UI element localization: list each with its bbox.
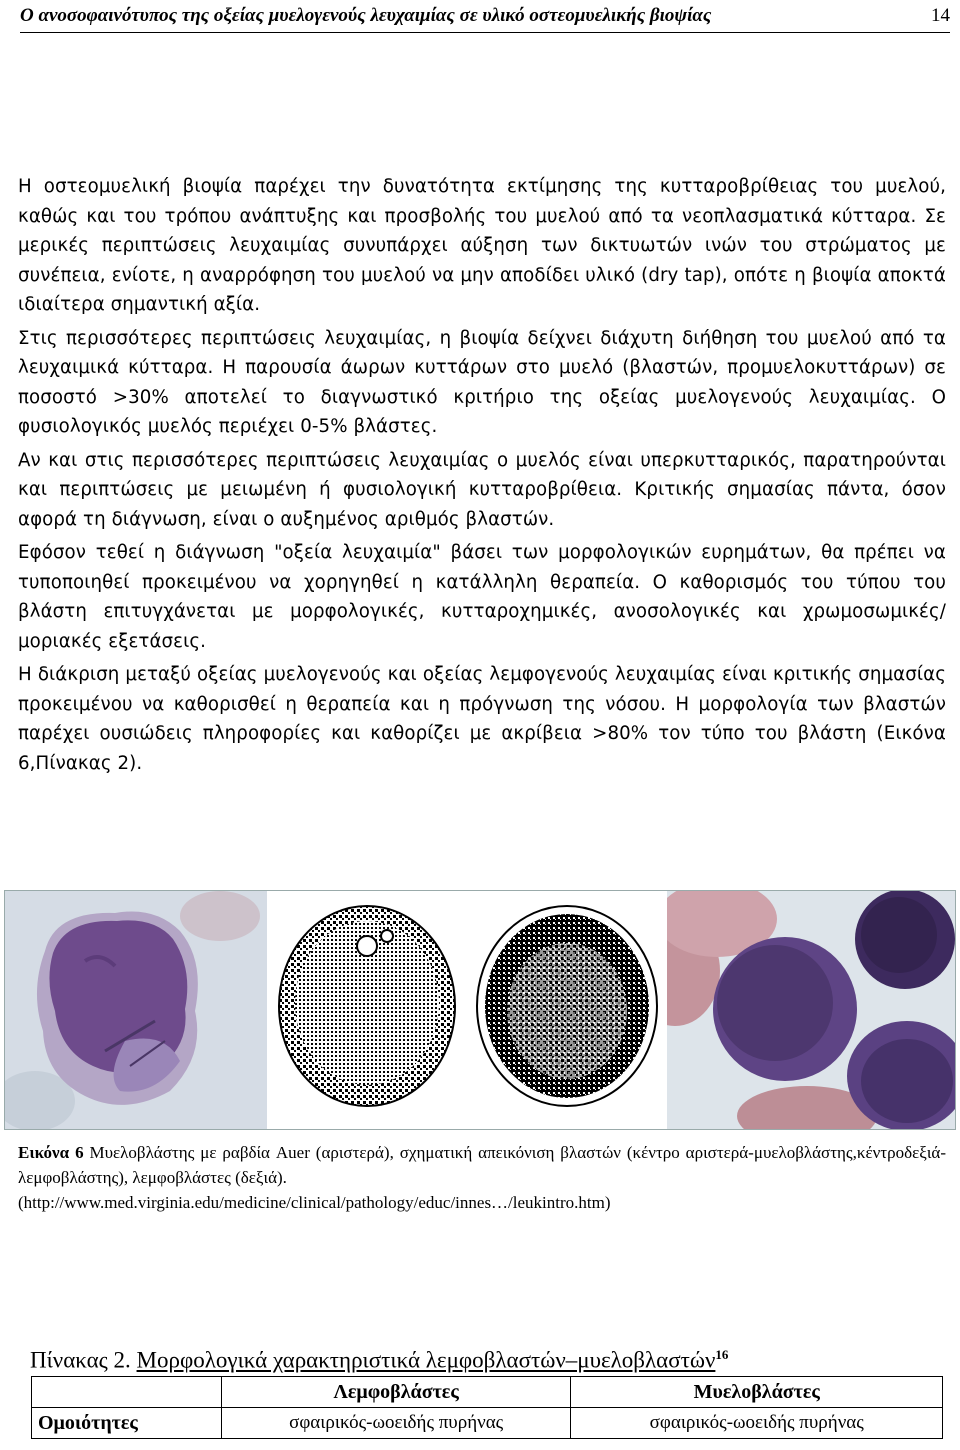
- schematic-blasts: [267, 891, 667, 1129]
- paragraph-4: Εφόσον τεθεί η διάγνωση "οξεία λευχαιμία" βάσει των μορφολογικών ευρημάτων, θα πρέπει να τυποποιηθεί προκειμένου να χορηγηθεί η κατάλληλη θεραπεία. Ο καθορισμός του τύπου του βλάστη επιτυγχάνεται με μορφολογικές, κυτταροχημικές, ανοσολογικές και χρωμοσωμικές/μοριακές εξετάσεις.: [18, 542, 946, 652]
- myeloblast-photo: [5, 891, 267, 1129]
- paragraph-2: Στις περισσότερες περιπτώσεις λευχαιμίας, η βιοψία δείχνει διάχυτη διήθηση του μυελού από τα λευχαιμικά κύτταρα. Η παρουσία άωρων κυττάρων στο μυελό (βλαστών, προμυελοκυττάρων) σε ποσοστό >30% αποτελεί το διαγνωστικό κριτήριο της οξείας μυελογενούς λευχαιμίας. Ο φυσιολογικός μυελός περιέχει 0-5% βλάστες.: [18, 327, 946, 437]
- caption-label: Εικόνα 6: [18, 1143, 84, 1162]
- figure-6: [4, 890, 956, 1130]
- page-number: 14: [931, 5, 950, 26]
- body-text: [18, 172, 946, 782]
- header-title: Ο ανοσοφαινότυπος της οξείας μυελογενούς λευχαιμίας σε υλικό οστεομυελικής βιοψίας: [20, 5, 712, 26]
- table-title: [30, 1347, 728, 1374]
- table-title-text: Μορφολογικά χαρακτηριστικά λεμφοβλαστών–μυελοβλαστών: [136, 1347, 716, 1373]
- table-footnote: 16: [715, 1347, 729, 1362]
- table-row: [32, 1408, 943, 1439]
- lymphoblasts-photo: [667, 891, 955, 1129]
- caption-line: [18, 1140, 946, 1190]
- morphology-table: [31, 1376, 943, 1439]
- table-header-row: [32, 1377, 943, 1408]
- paragraph-5: Η διάκριση μεταξύ οξείας μυελογενούς και οξείας λεμφογενούς λευχαιμίας είναι κριτικής σημασίας προκειμένου να καθορισθεί η θεραπεία και η πρόγνωση της νόσου. Η μορφολογία των βλαστών παρέχει ουσιώδεις πληροφορίες και καθορίζει με ακρίβεια >80% τον τύπο του βλάστη (Εικόνα 6,Πίνακας 2).: [18, 664, 946, 774]
- table-title-prefix: Πίνακας 2.: [30, 1347, 137, 1373]
- paragraph-3: Αν και στις περισσότερες περιπτώσεις λευχαιμίας ο μυελός είναι υπερκυτταρικός, παρατηρούνται και περιπτώσεις με μειωμένη ή φυσιολογική κυτταροβρίθεια. Κριτικής σημασίας πάντα, όσον αφορά τη διάγνωση, είναι ο αυξημένος αριθμός βλαστών.: [18, 449, 946, 530]
- caption-text: Μυελοβλάστης με ραβδία Auer (αριστερά), σχηματική απεικόνιση βλαστών (κέντρο αριστερά-μυελοβλάστης,κέντροδεξιά-λεμφοβλάστης), λεμφοβλάστες (δεξιά).: [18, 1143, 946, 1187]
- table-header-myeloblasts: Μυελοβλάστες: [571, 1377, 943, 1408]
- caption-url: (http://www.med.virginia.edu/medicine/clinical/pathology/educ/innes…/leukintro.htm): [18, 1193, 611, 1212]
- table-header-lymphoblasts: Λεμφοβλάστες: [221, 1377, 571, 1408]
- table-row-label: Ομοιότητες: [32, 1408, 222, 1439]
- table-cell: σφαιρικός-ωοειδής πυρήνας: [571, 1408, 943, 1439]
- figure-caption: [18, 1140, 946, 1215]
- table-header-empty: [32, 1377, 222, 1408]
- paragraph-1: Η οστεομυελική βιοψία παρέχει την δυνατότητα εκτίμησης της κυτταροβρίθειας του μυελού, καθώς και του τρόπου ανάπτυξης και προσβολής του μυελού από τα νεοπλασματικά κύτταρα. Σε μερικές περιπτώσεις λευχαιμίας συνυπάρχει αύξηση των δικτυωτών ινών του στρώματος με συνέπεια, ενίοτε, η αναρρόφηση του μυελού να μην αποδίδει υλικό (dry tap), οπότε η βιοψία αποκτά ιδιαίτερα σημαντική αξία.: [18, 176, 946, 315]
- running-header: [20, 2, 950, 33]
- table-cell: σφαιρικός-ωοειδής πυρήνας: [221, 1408, 571, 1439]
